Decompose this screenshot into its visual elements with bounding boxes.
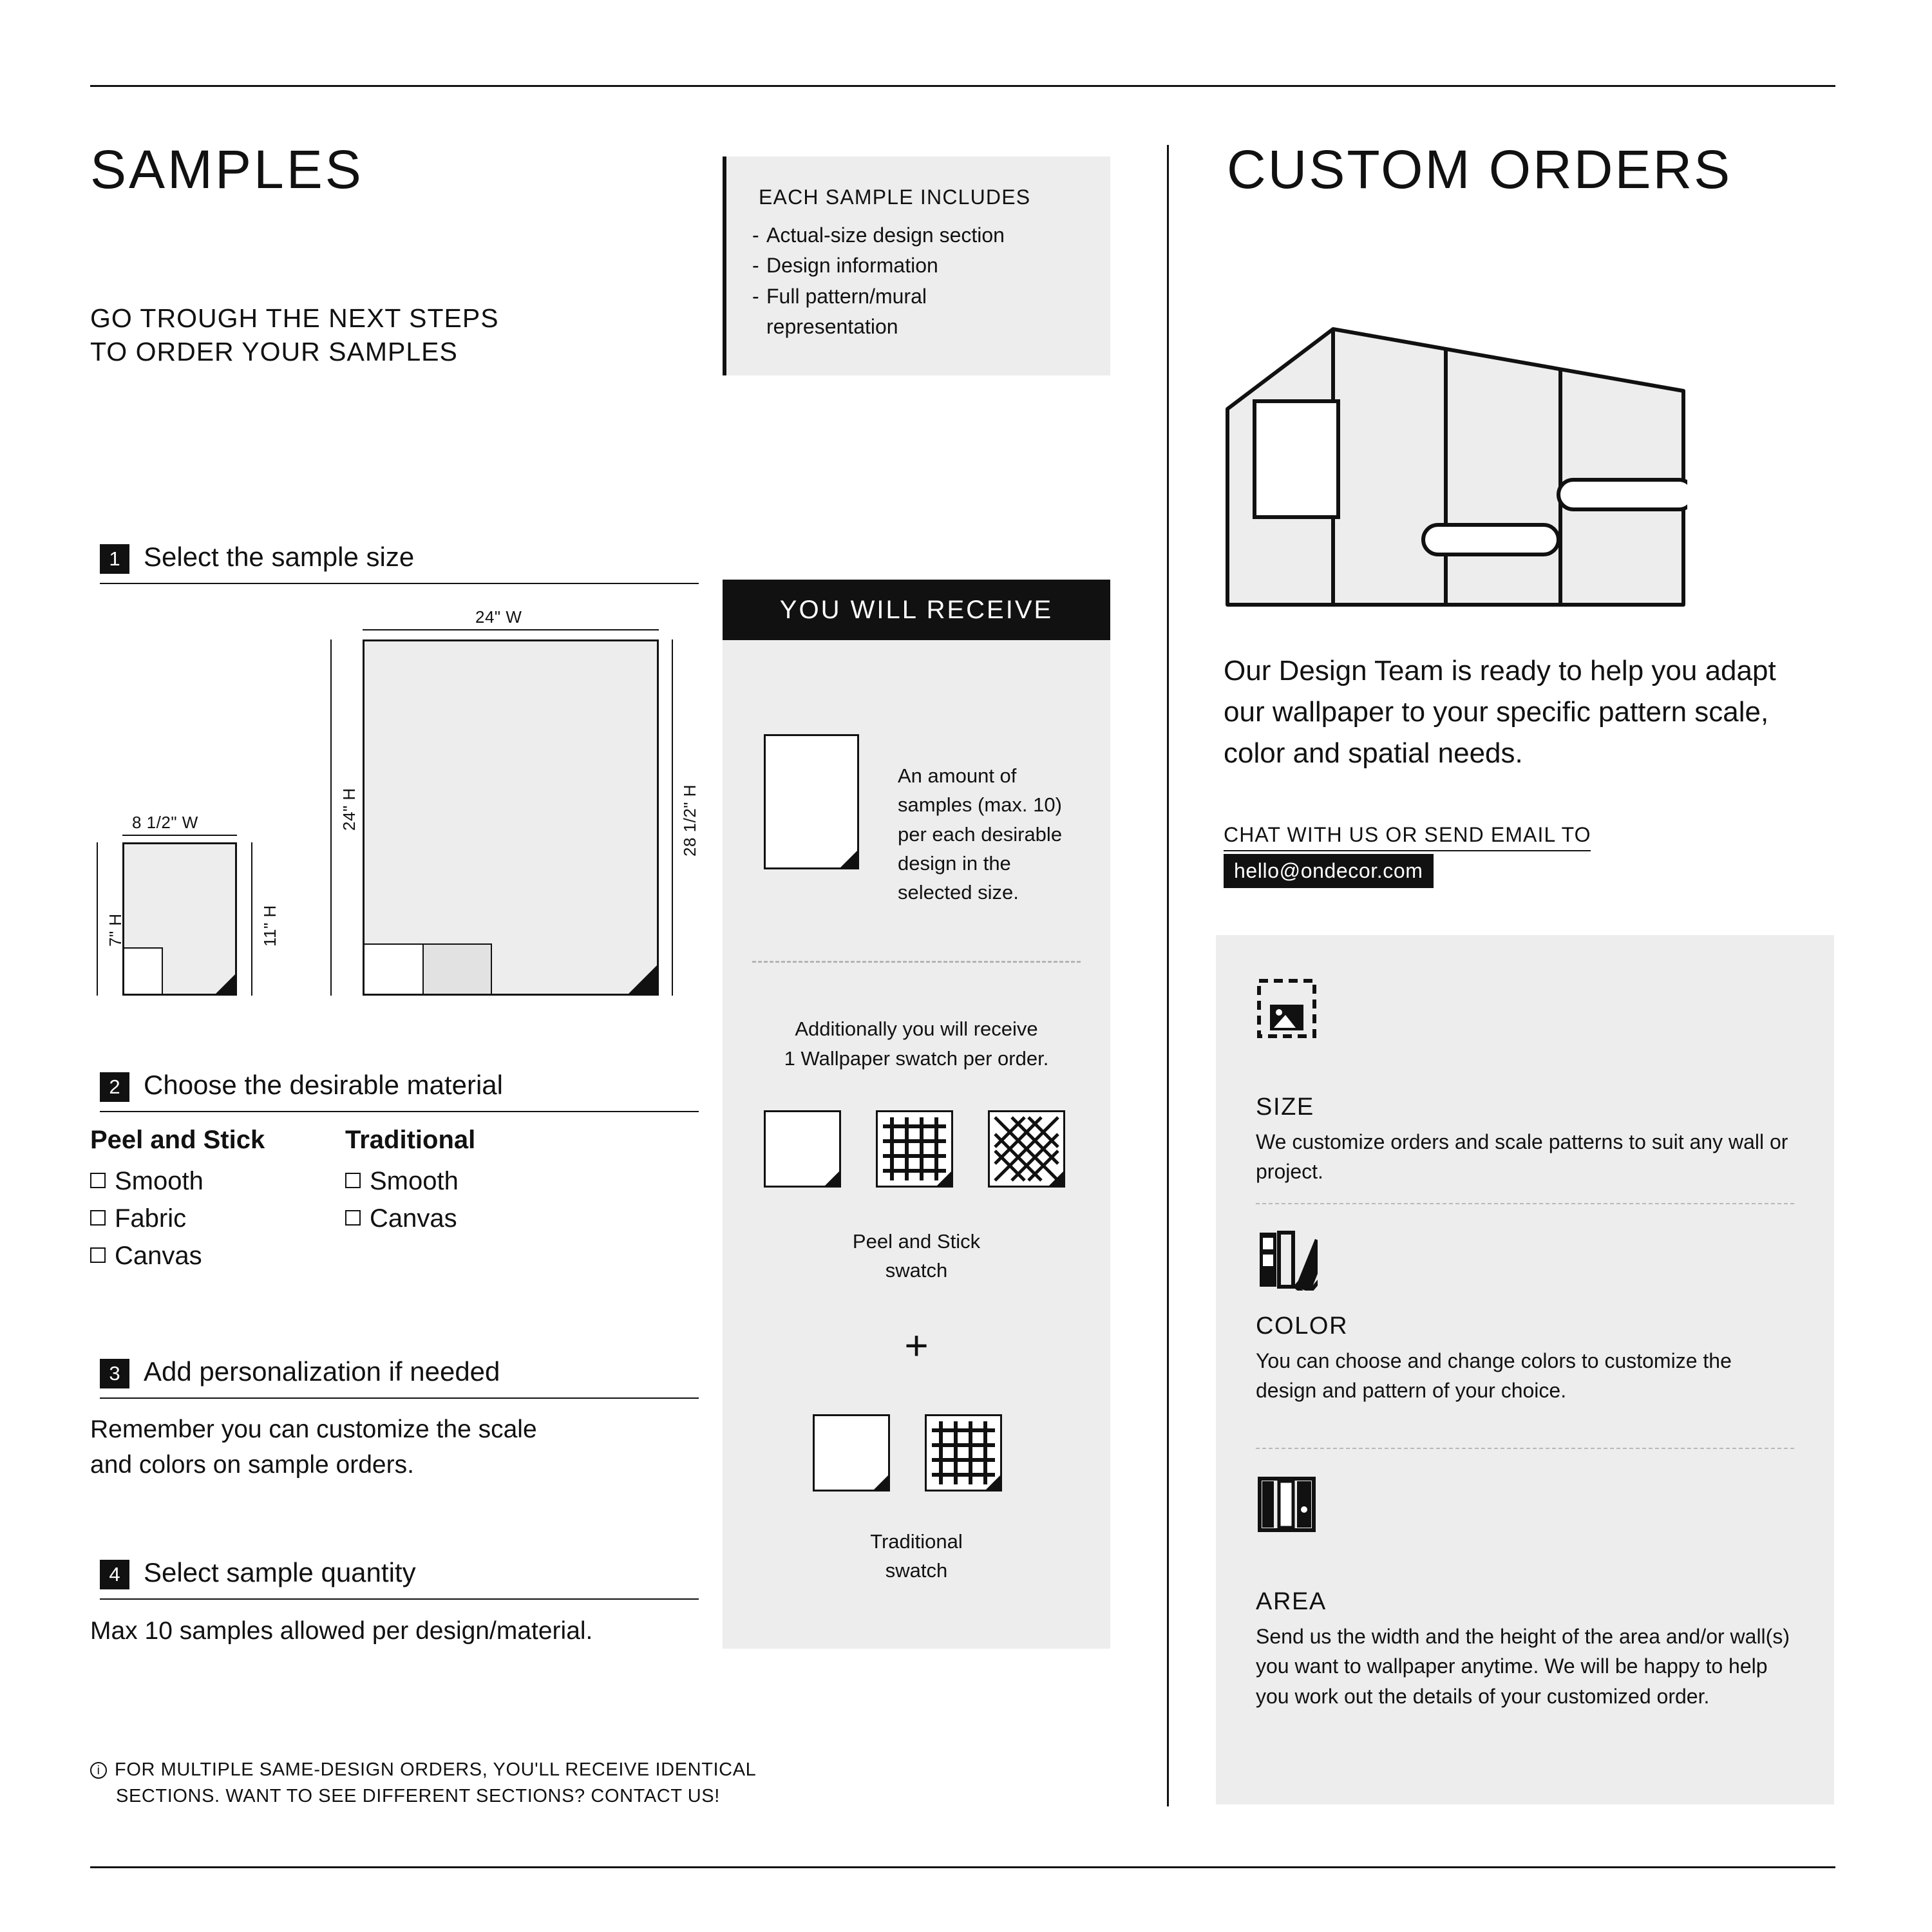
material-option-peel-canvas[interactable] xyxy=(90,1242,202,1271)
feature-color-body: You can choose and change colors to customize the design and pattern of your choice. xyxy=(1256,1349,1732,1403)
list-item xyxy=(752,251,1100,281)
material-option-label: Smooth xyxy=(370,1167,459,1195)
page-title-samples: SAMPLES xyxy=(90,139,364,200)
sample-card-graphic xyxy=(764,734,859,869)
room-wallpaper-icon xyxy=(1224,319,1687,609)
sample-small-height-dimline-left xyxy=(97,842,98,996)
step-1-underline xyxy=(100,583,699,584)
step-2-label: Choose the desirable material xyxy=(144,1070,503,1100)
chat-underline xyxy=(1224,850,1591,851)
chat-label: CHAT WITH US OR SEND EMAIL TO xyxy=(1224,823,1591,846)
step-2-number: 2 xyxy=(100,1072,129,1102)
swatch-corner-triangle xyxy=(986,1475,1000,1490)
material-option-peel-smooth[interactable] xyxy=(90,1167,204,1196)
material-column-1-title: Peel and Stick xyxy=(90,1126,265,1154)
material-option-label: Smooth xyxy=(115,1167,204,1195)
checkbox-icon[interactable] xyxy=(90,1210,106,1226)
samples-subtitle xyxy=(90,301,499,369)
sample-small-width-dimline xyxy=(122,835,237,836)
sample-small-height-right-label: 11" H xyxy=(260,905,279,947)
dash-marker: - xyxy=(752,254,759,278)
sample-size-small xyxy=(122,842,237,996)
feature-area-title: AREA xyxy=(1256,1588,1327,1615)
you-will-receive-header: YOU WILL RECEIVE xyxy=(723,580,1110,640)
peel-swatch-caption-line2: swatch xyxy=(885,1258,948,1282)
sample-large-width-label: 24" W xyxy=(475,607,522,627)
trad-swatch-caption xyxy=(723,1528,1110,1586)
checkbox-icon[interactable] xyxy=(345,1210,361,1226)
material-option-label: Canvas xyxy=(370,1204,457,1233)
sample-small-corner-block xyxy=(124,947,163,994)
step-3-label: Add personalization if needed xyxy=(144,1356,500,1387)
list-item-label: Design information xyxy=(766,254,938,278)
step-3-number: 3 xyxy=(100,1359,129,1388)
plus-sign: + xyxy=(904,1322,929,1368)
custom-orders-paragraph: Our Design Team is ready to help you adapt our wallpaper to your specific pattern scale, color and spatial needs. xyxy=(1224,655,1776,770)
email-badge[interactable]: hello@ondecor.com xyxy=(1224,854,1434,888)
swatch-note-line1: Additionally you will receive xyxy=(795,1018,1038,1040)
step-1-label: Select the sample size xyxy=(144,542,415,572)
bottom-divider xyxy=(90,1866,1835,1868)
dash-marker: - xyxy=(752,223,759,247)
swatch-trad-canvas xyxy=(925,1414,1002,1492)
sample-large-height-left-label: 24" H xyxy=(339,788,359,831)
each-sample-includes-list xyxy=(752,220,1100,342)
color-feature-icon-wrap xyxy=(1256,1229,1318,1291)
swatch-corner-triangle xyxy=(1049,1171,1063,1186)
step-4-body: Max 10 samples allowed per design/material. xyxy=(90,1617,593,1645)
samples-subtitle-line2: TO ORDER YOUR SAMPLES xyxy=(90,337,458,367)
footnote-line1: FOR MULTIPLE SAME-DESIGN ORDERS, YOU'LL RECEIVE IDENTICAL xyxy=(115,1759,757,1780)
swatch-note-line2: 1 Wallpaper swatch per order. xyxy=(784,1046,1049,1070)
trad-swatch-caption-line2: swatch xyxy=(885,1558,948,1582)
material-option-peel-fabric[interactable] xyxy=(90,1204,186,1233)
checkbox-icon[interactable] xyxy=(90,1173,106,1188)
step-3-underline xyxy=(100,1397,699,1399)
sample-large-height-dimline-right xyxy=(672,639,673,996)
column-divider xyxy=(1167,145,1169,1806)
wall-panels-icon xyxy=(1256,1473,1318,1535)
sample-large-corner-block-2 xyxy=(424,943,492,994)
feature-size-title: SIZE xyxy=(1256,1094,1314,1121)
area-feature-icon-wrap xyxy=(1256,1473,1318,1535)
feature-size-body: We customize orders and scale patterns to suit any wall or project. xyxy=(1256,1130,1788,1184)
top-divider xyxy=(90,85,1835,87)
image-frame-icon xyxy=(1256,978,1318,1039)
checkbox-icon[interactable] xyxy=(90,1247,106,1263)
sample-small-height-left-label: 7" H xyxy=(106,913,125,947)
step-4-number: 4 xyxy=(100,1560,129,1589)
step-2-underline xyxy=(100,1111,699,1112)
swatch-peel-fabric xyxy=(876,1110,953,1188)
step-3-body xyxy=(90,1412,708,1483)
peel-swatch-caption-line1: Peel and Stick xyxy=(852,1230,981,1253)
swatch-peel-smooth xyxy=(764,1110,841,1188)
list-item-label: Actual-size design section xyxy=(766,223,1005,247)
card-corner-triangle xyxy=(840,851,857,867)
sample-small-corner-triangle xyxy=(216,974,235,994)
swatch-corner-triangle xyxy=(937,1171,951,1186)
list-item xyxy=(752,281,1100,343)
footnote xyxy=(90,1757,895,1809)
sample-size-large xyxy=(363,639,659,996)
page-title-custom-orders: CUSTOM ORDERS xyxy=(1227,139,1732,200)
material-column-2-title: Traditional xyxy=(345,1126,476,1154)
sample-large-height-dimline-left xyxy=(330,639,332,996)
feature-color-title: COLOR xyxy=(1256,1312,1349,1340)
size-feature-icon-wrap xyxy=(1256,978,1318,1039)
sample-large-width-dimline xyxy=(363,629,659,630)
swatch-peel-canvas xyxy=(988,1110,1065,1188)
list-item xyxy=(752,220,1100,251)
sample-large-corner-block xyxy=(365,943,424,994)
material-option-trad-smooth[interactable] xyxy=(345,1167,459,1196)
swatch-corner-triangle xyxy=(874,1475,888,1490)
info-icon: i xyxy=(90,1762,107,1779)
step-3-body-line2: and colors on sample orders. xyxy=(90,1451,414,1479)
receive-separator-1 xyxy=(752,961,1081,963)
sample-small-width-label: 8 1/2" W xyxy=(132,813,198,832)
swatch-corner-triangle xyxy=(825,1171,839,1186)
dash-marker: - xyxy=(752,284,759,308)
step-4-underline xyxy=(100,1598,699,1600)
peel-swatch-caption xyxy=(723,1227,1110,1285)
material-option-trad-canvas[interactable] xyxy=(345,1204,457,1233)
sample-large-height-right-label: 28 1/2" H xyxy=(680,784,699,857)
list-item-label: Full pattern/mural representation xyxy=(766,284,927,339)
sample-card-description: An amount of samples (max. 10) per each desirable design in the selected size. xyxy=(898,764,1063,904)
checkbox-icon[interactable] xyxy=(345,1173,361,1188)
feature-separator-2 xyxy=(1256,1448,1794,1449)
feature-area-body: Send us the width and the height of the area and/or wall(s) you want to wallpaper anytime. We will be happy to help you work out the details of your customized order. xyxy=(1256,1625,1790,1708)
step-1-number: 1 xyxy=(100,544,129,574)
feature-separator-1 xyxy=(1256,1203,1794,1204)
trad-swatch-caption-line1: Traditional xyxy=(870,1530,963,1553)
material-option-label: Fabric xyxy=(115,1204,187,1233)
sample-large-corner-triangle xyxy=(629,965,657,994)
material-option-label: Canvas xyxy=(115,1242,202,1270)
each-sample-includes-title: EACH SAMPLE INCLUDES xyxy=(759,185,1031,209)
swatch-trad-smooth xyxy=(813,1414,890,1492)
step-3-body-line1: Remember you can customize the scale xyxy=(90,1416,537,1443)
room-illustration xyxy=(1224,319,1687,609)
sample-small-height-dimline-right xyxy=(251,842,252,996)
color-swatch-fan-icon xyxy=(1256,1229,1318,1291)
swatch-note xyxy=(723,1014,1110,1074)
samples-subtitle-line1: GO TROUGH THE NEXT STEPS xyxy=(90,303,499,333)
step-4-label: Select sample quantity xyxy=(144,1557,416,1587)
each-sample-includes-accent-bar xyxy=(723,156,726,375)
footnote-line2: SECTIONS. WANT TO SEE DIFFERENT SECTIONS? CONTACT US! xyxy=(116,1785,720,1806)
